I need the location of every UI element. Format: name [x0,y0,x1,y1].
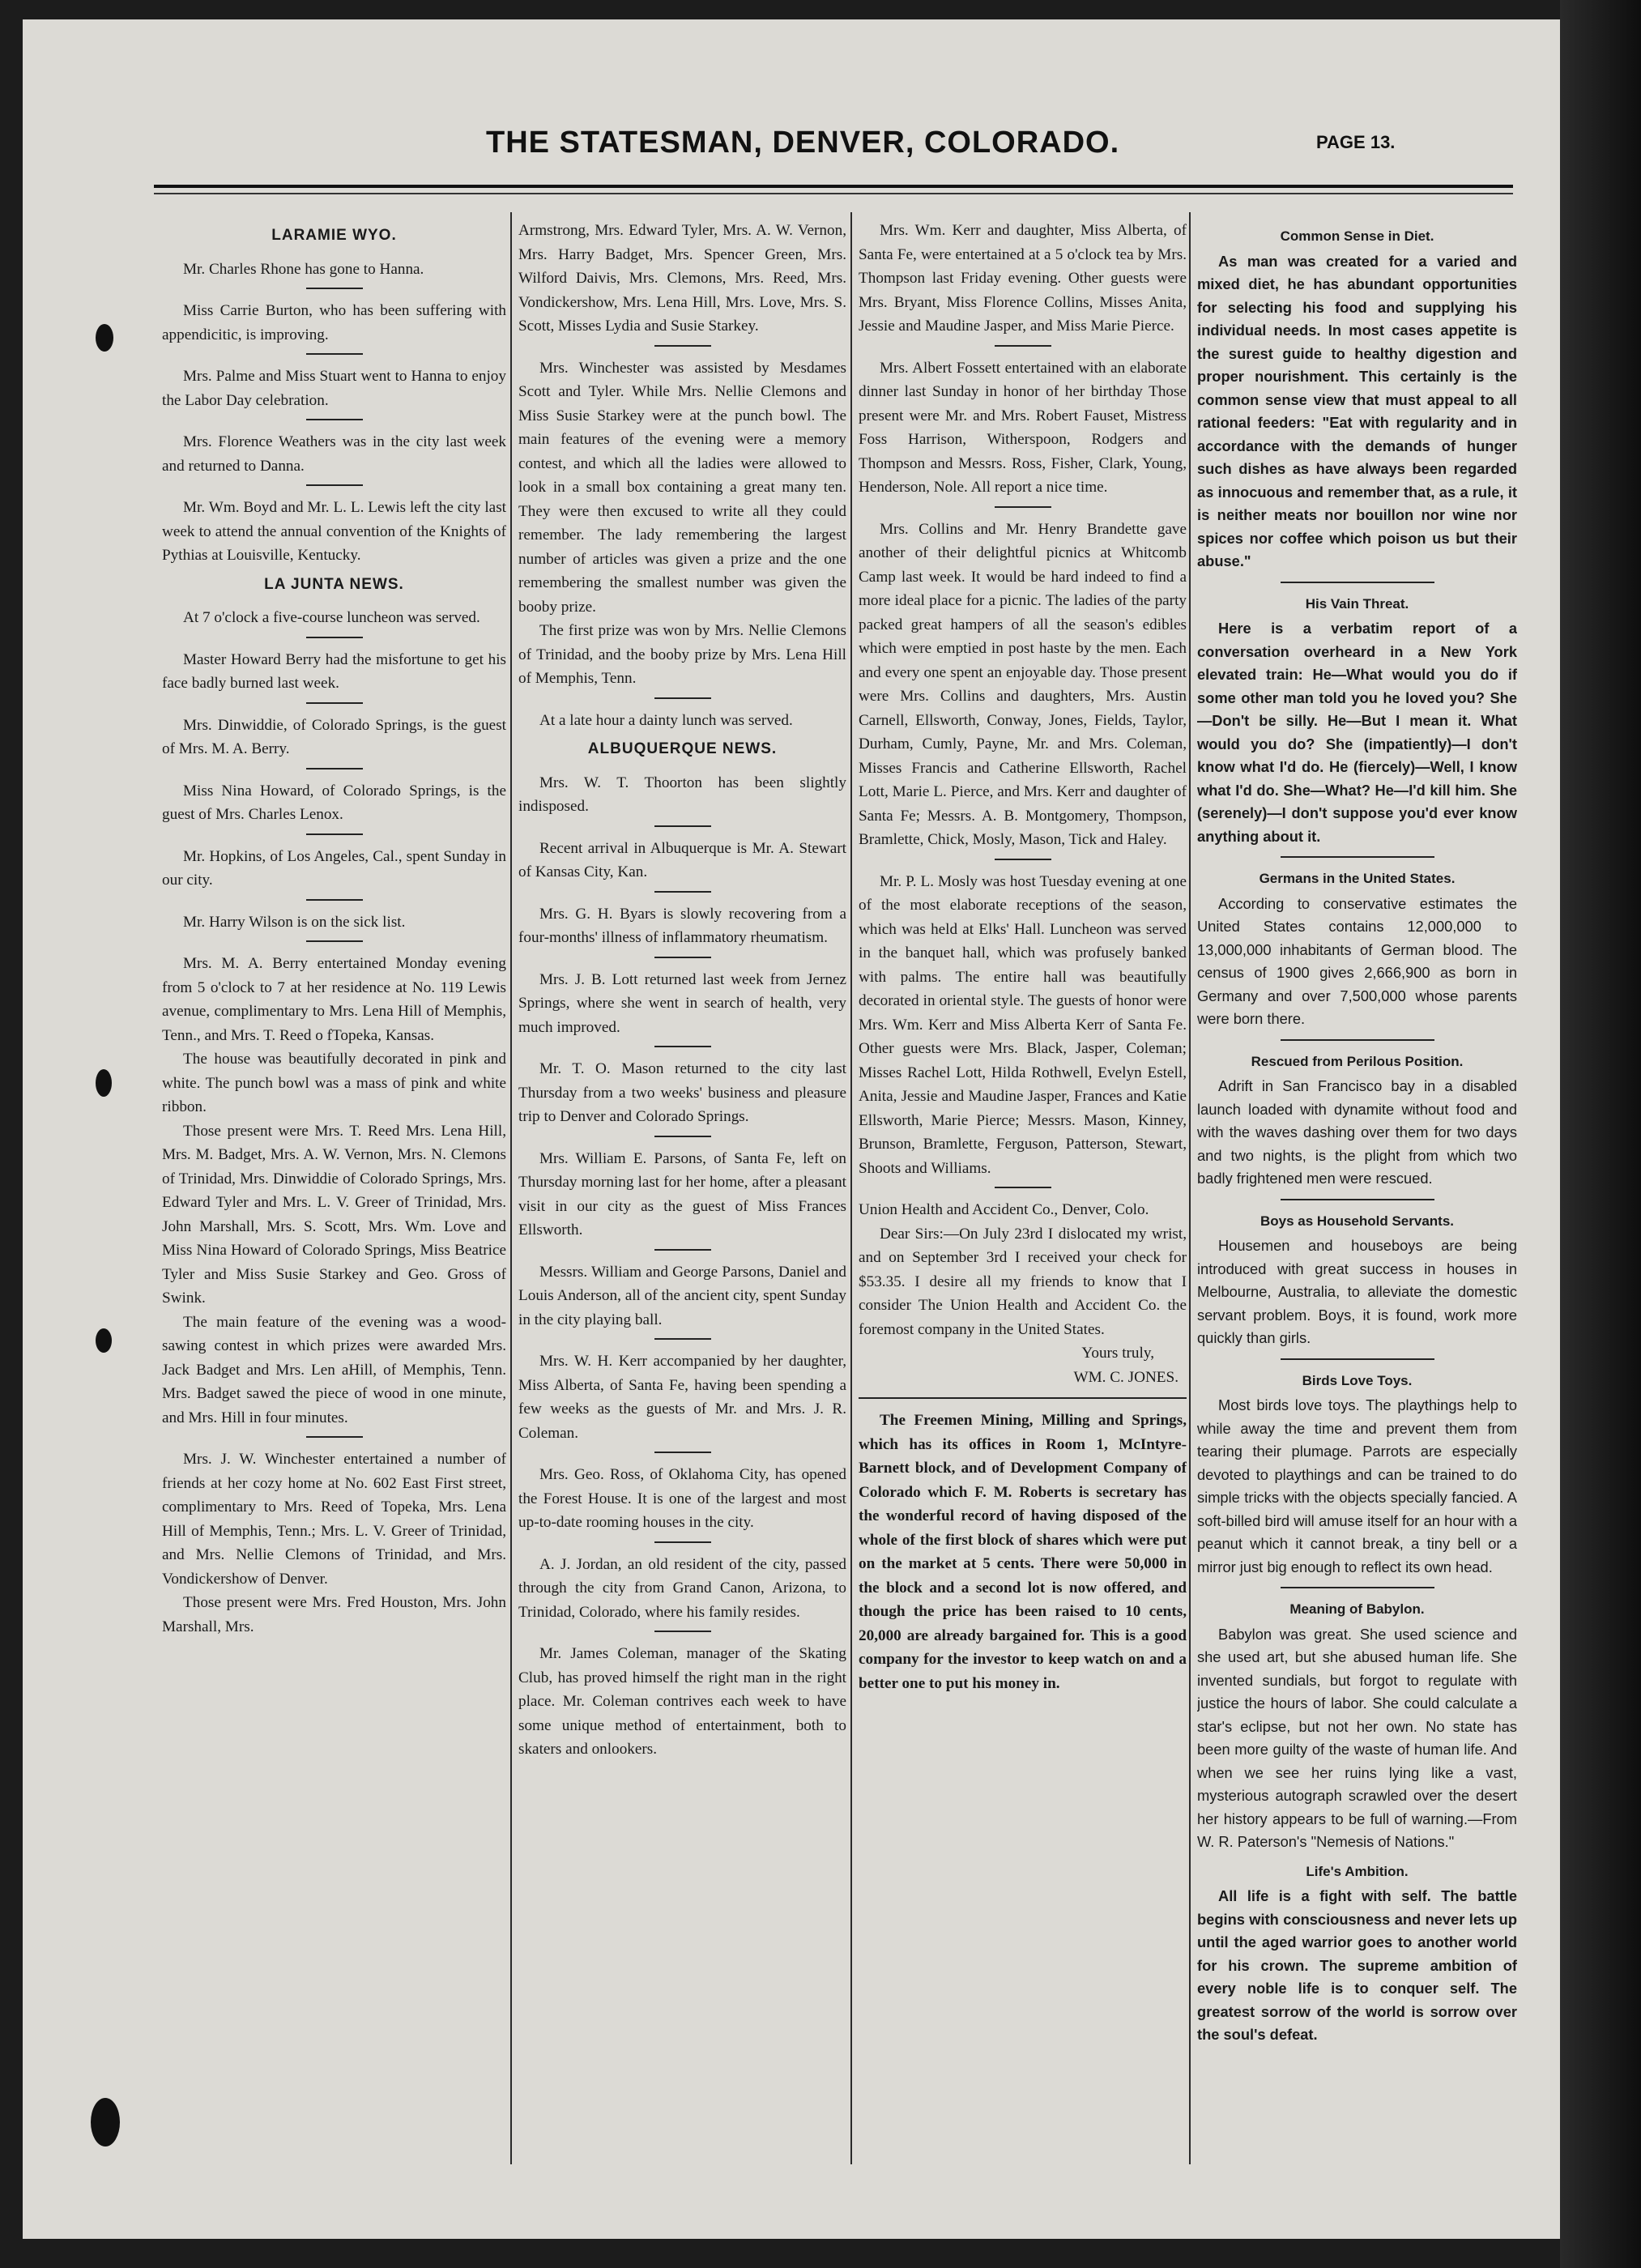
separator [654,697,711,699]
separator [306,702,363,704]
separator [306,288,363,289]
section-heading-albuquerque: ALBUQUERQUE NEWS. [587,740,778,757]
separator [1281,582,1434,583]
article-body: As man was created for a varied and mixed diet, he has abundant opportunities for selecting his food and supplying his individual needs. In most cases appetite is the surest guide to healthy digestion and proper nourishment. This certainly is the common sense view that must appeal to all rational feeders: "Eat with regularity and in accordance with the demands of hunger such dishes as have always been regarded as innocuous and remember that, as a rule, it is neither meats nor bouillon nor wine nor spices nor coffee which poison us but their abuse." [1197,252,1517,569]
news-item: At a late hour a dainty lunch was served. [539,711,793,729]
page-edge-shadow [1560,0,1641,2268]
column-rule [850,212,852,2164]
news-item: Armstrong, Mrs. Edward Tyler, Mrs. A. W. Vernon, Mrs. Harry Badget, Mrs. Spencer Green, Mrs. Wilford Daivis, Mrs. Clemons, Mrs. Reed, Mrs. Vondickershow, Mrs. Lena Hill, Mrs. Love, Mrs. S. Scott, Misses Lydia and Susie Starkey. [518,222,846,335]
news-item: Mrs. Florence Weathers was in the city last week and returned to Danna. [162,433,506,475]
masthead-title: THE STATESMAN, DENVER, COLORADO. [486,126,1120,160]
mining-notice: The Freemen Mining, Milling and Springs, which has its offices in Room 1, McIntyre-Barnett block, and of Development Company of Colorado which F. M. Roberts is secretary has the wonderful record of having disposed of the whole of the first block of shares which were put on the market at 5 cents. There were 50,000 in the block and a second lot is now offered, and though the price has been raised to 10 cents, 20,000 are already bargained for. This is a good company for the investor to keep watch on and a better one to put his money in. [859,1412,1187,1692]
news-item: Miss Carrie Burton, who has been suffering with appendicitic, is improving. [162,302,506,343]
news-item: Mrs. W. T. Thoorton has been slightly indisposed. [518,774,846,815]
separator [1281,1039,1434,1041]
column-2 [518,219,846,2163]
binder-hole [96,1069,112,1097]
news-item: Mr. Harry Wilson is on the sick list. [183,913,406,931]
masthead-rule-thin [154,193,1513,194]
separator [306,637,363,638]
separator [1281,1587,1434,1588]
article-body: Adrift in San Francisco bay in a disabled launch loaded with dynamite without food and with the waves dashing over them for two days and two nights, is the plight from which two badly frightened men were rescued. [1197,1077,1517,1187]
separator [995,1187,1051,1188]
section-heading-laramie: LARAMIE WYO. [271,227,397,244]
news-item: Mrs. Winchester was assisted by Mesdames Scott and Tyler. While Mrs. Nellie Clemons and Miss Susie Starkey were at the punch bowl. The main features of the evening were a memory contest, and which all the ladies were allowed to look in a small box containing a great many ten. They were then excused to write all they could remember. The lady remembering the largest number of articles was given a prize and the one remembering the smallest number was given the booby prize. [518,359,846,616]
article-body: Housemen and houseboys are being introduced with great success in houses in Melbourne, Australia, to alleviate the domestic servant problem. Boys, it is found, work more quickly than girls. [1197,1237,1517,1346]
separator [306,768,363,770]
article-body: According to conservative estimates the United States contains 12,000,000 to 13,000,000 inhabitants of German blood. The census of 1900 gives 2,666,900 as born in Germany and over 7,500,000 whose parents were born there. [1197,894,1517,1027]
article-heading: Common Sense in Diet. [1280,228,1434,244]
news-item: Mr. Wm. Boyd and Mr. L. L. Lewis left the city last week to attend the annual convention of the Knights of Pythias at Louisville, Kentucky. [162,499,506,564]
separator [859,1397,1187,1399]
news-item: The first prize was won by Mrs. Nellie Clemons of Trinidad, and the booby prize by Mrs. Lena Hill of Memphis, Tenn. [518,622,846,687]
article-body: Babylon was great. She used science and she used art, but she abused human life. She invented sundials, but forgot to regulate with justice the hours of labor. She could calculate a star's eclipse, but not her own. No state has been more guilty of the waste of human life. And when we see her ruins lying like a vast, mysterious autograph scrawled over the desert her history appears to be full of warning.—From W. R. Paterson's "Nemesis of Nations." [1197,1625,1517,1850]
news-item: Mrs. William E. Parsons, of Santa Fe, left on Thursday morning last for her home, after a pleasant visit in our city as the guest of Miss Frances Ellsworth. [518,1149,846,1238]
news-item: Mrs. Geo. Ross, of Oklahoma City, has opened the Forest House. It is one of the largest and most up-to-date rooming houses in the city. [518,1466,846,1531]
section-heading-la-junta: LA JUNTA NEWS. [264,575,404,593]
separator [306,833,363,835]
article-body: Here is a verbatim report of a conversation overheard in a New York elevated train: He—What would you do if some other man told you he loved you? She—Don't be silly. He—But I mean it. What would you do? She (impatiently)—I don't know what I'd do. He (fiercely)—Well, I know what I'd do. She—What? He—I'd kill him. She (serenely)—I don't suppose you'd ever know anything about it. [1197,620,1517,845]
column-rule [510,212,512,2164]
letter-address: Union Health and Accident Co., Denver, Colo. [859,1201,1149,1218]
article-heading: Boys as Household Servants. [1260,1213,1455,1229]
article-heading: Birds Love Toys. [1302,1372,1413,1388]
separator [1281,856,1434,858]
separator [306,353,363,355]
news-item: Mrs. J. B. Lott returned last week from Jernez Springs, where she went in search of health, very much improved. [518,970,846,1036]
news-item: Mr. T. O. Mason returned to the city last Thursday from a two weeks' business and pleasure trip to Denver and Colorado Springs. [518,1060,846,1125]
separator [306,484,363,486]
separator [654,1136,711,1137]
separator [654,1046,711,1047]
column-1 [162,219,506,2163]
letter-body: Dear Sirs:—On July 23rd I dislocated my wrist, and on September 3rd I received your check for $53.35. I desire all my friends to know that I consider The Union Health and Accident Co. the foremost company in the United States. [859,1225,1187,1338]
separator [306,899,363,901]
news-item: The house was beautifully decorated in pink and white. The punch bowl was a mass of pink and white ribbon. [162,1051,506,1115]
news-item: Mr. P. L. Mosly was host Tuesday evening at one of the most elaborate receptions of the season, which was held at Elks' Hall. Luncheon was served in the banquet hall, which was profusely banked with palms. The entire hall was beautifully decorated in oriental style. The guests of honor were Mrs. Wm. Kerr and Miss Alberta Kerr of Santa Fe. Other guests were Mrs. Black, Jasper, Coleman; Misses Rachel Lott, Hilda Rothwell, Evelyn Estell, Anita, Jessie and Maudine Jasper, Frances and Katie Ellsworth, Marie Pierce; Messrs. Mason, Kinney, Brunson, Bramlette, Ferguson, Patterson, Stewart, Shoots and Williams. [859,872,1187,1177]
article-body: All life is a fight with self. The battle begins with consciousness and never lets up until the aged warrior goes to another world for his crown. The supreme ambition of every noble life is to conquer self. The greatest sorrow of the world is sorrow over the soul's defeat. [1197,1887,1517,2043]
separator [306,419,363,420]
masthead-rule [154,185,1513,188]
separator [654,1452,711,1453]
separator [1281,1199,1434,1200]
binder-hole [96,1328,112,1353]
news-item: Those present were Mrs. Fred Houston, Mrs. John Marshall, Mrs. [162,1594,506,1635]
news-item: At 7 o'clock a five-course luncheon was served. [183,609,480,626]
news-item: The main feature of the evening was a wood-sawing contest in which prizes were awarded Mrs. Jack Badget and Mrs. Len aHill, of Memphis, Tenn. Mrs. Badget sawed the piece of wood in one minute, and Mrs. Hill in four minutes. [162,1313,506,1426]
news-item: Master Howard Berry had the misfortune to get his face badly burned last week. [162,650,506,692]
separator [995,859,1051,860]
separator [654,345,711,347]
article-heading: Meaning of Babylon. [1289,1601,1425,1617]
news-item: Miss Nina Howard, of Colorado Springs, is the guest of Mrs. Charles Lenox. [162,782,506,823]
news-item: Messrs. William and George Parsons, Daniel and Louis Anderson, all of the ancient city, spent Sunday in the city playing ball. [518,1263,846,1328]
separator [306,1436,363,1438]
separator [654,1338,711,1340]
separator [654,957,711,958]
separator [654,1541,711,1543]
news-item: Those present were Mrs. T. Reed Mrs. Lena Hill, Mrs. M. Badget, Mrs. A. W. Vernon, Mrs. N. Clemons of Trinidad, Mrs. Dinwiddie of Colorado Springs, Mrs. Edward Tyler and Mrs. L. V. Greer of Trinidad, Mrs. John Marshall, Mrs. S. Scott, Mrs. Wm. Love and Miss Nina Howard of Colorado Springs, Miss Beatrice Tyler and Miss Susie Starkey and Geo. Gross of Swink. [162,1122,506,1307]
news-item: A. J. Jordan, an old resident of the city, passed through the city from Grand Canon, Arizona, to Trinidad, Colorado, where his family resides. [518,1555,846,1621]
news-item: Mr. Hopkins, of Los Angeles, Cal., spent Sunday in our city. [162,847,506,889]
article-heading: Life's Ambition. [1306,1863,1409,1879]
article-body: Most birds love toys. The playthings help to while away the time and prevent them from tearing their plumage. Parrots are especially devoted to playthings and can be trained to do simple tricks with the objects specially fancied. A soft-billed bird will amuse itself for an hour with a peanut which it cannot break, a tiny bell or a mirror just big enough to reflect its own head. [1197,1396,1517,1575]
news-item: Mrs. J. W. Winchester entertained a number of friends at her cozy home at No. 602 East First street, complimentary to Mrs. Reed of Topeka, Mrs. Lena Hill of Memphis, Tenn.; Mrs. L. V. Greer of Trinidad, and Mrs. Nellie Clemons of Trinidad, and Mrs. Vondickershow of Denver. [162,1451,506,1588]
column-rule [1189,212,1191,2164]
news-item: Mrs. G. H. Byars is slowly recovering from a four-months' illness of inflammatory rheumatism. [518,905,846,946]
news-item: Recent arrival in Albuquerque is Mr. A. Stewart of Kansas City, Kan. [518,839,846,880]
news-item: Mrs. Collins and Mr. Henry Brandette gave another of their delightful picnics at Whitcomb Camp last week. It would be hard indeed to find a more ideal place for a picnic. The ladies of the party packed great hampers of all the season's edibles which were emptied in post haste by the men. Each and every one spent an enjoyable day. Those present were Mrs. Collins and daughters, Mrs. Austin Carnell, Ellsworth, Conway, Jones, Fields, Taylor, Durham, Cumly, Payne, Mr. and Mrs. Coleman, Misses Francis and Catherine Ellsworth, Rachel Lott, Marie L. Pierce, and Mrs. Kerr and daughter of Santa Fe; Messrs. A. B. Montgomery, Thompson, Bramlette, Chick, Mosly, Mason, Tick and Haley. [859,520,1187,848]
separator [654,1249,711,1251]
separator [306,940,363,942]
news-item: Mrs. Palme and Miss Stuart went to Hanna to enjoy the Labor Day celebration. [162,368,506,409]
news-item: Mrs. M. A. Berry entertained Monday evening from 5 o'clock to 7 at her residence at No. 119 Lewis avenue, complimentary to Mrs. Lena Hill of Memphis, Tenn., and Mrs. T. Reed o fTopeka, Kansas. [162,955,506,1044]
news-item: Mrs. Dinwiddie, of Colorado Springs, is the guest of Mrs. M. A. Berry. [162,716,506,757]
separator [654,1631,711,1632]
column-4 [1197,219,1517,2163]
binder-hole [96,324,113,352]
article-heading: His Vain Threat. [1305,595,1409,612]
article-heading: Rescued from Perilous Position. [1251,1053,1464,1069]
letter-signature: WM. C. JONES. [1073,1368,1179,1386]
separator [654,891,711,893]
binder-hole [91,2098,120,2146]
letter-closing: Yours truly, [1081,1345,1154,1362]
news-item: Mrs. Wm. Kerr and daughter, Miss Alberta, of Santa Fe, were entertained at a 5 o'clock tea by Mrs. Thompson last Friday evening. Other guests were Mrs. Bryant, Miss Florence Collins, Misses Anita, Jessie and Maudine Jasper, and Miss Marie Pierce. [859,222,1187,335]
separator [995,506,1051,508]
separator [654,825,711,827]
separator [1281,1358,1434,1360]
news-item: Mrs. W. H. Kerr accompanied by her daughter, Miss Alberta, of Santa Fe, having been spending a few weeks as the guests of Mr. and Mrs. J. R. Coleman. [518,1353,846,1442]
news-item: Mrs. Albert Fossett entertained with an elaborate dinner last Sunday in honor of her birthday Those present were Mr. and Mrs. Robert Fauset, Mistress Foss Harrison, Witherspoon, Rodgers and Thompson and Messrs. Ross, Fisher, Clark, Young, Henderson, Nole. All report a nice time. [859,359,1187,496]
news-item: Mr. James Coleman, manager of the Skating Club, has proved himself the right man in the right place. Mr. Coleman contrives each week to have some unique method of entertainment, both to skaters and onlookers. [518,1645,846,1758]
news-item: Mr. Charles Rhone has gone to Hanna. [183,260,424,278]
column-3 [859,219,1187,2163]
separator [995,345,1051,347]
article-heading: Germans in the United States. [1259,871,1456,886]
page-number: PAGE 13. [1316,132,1396,152]
